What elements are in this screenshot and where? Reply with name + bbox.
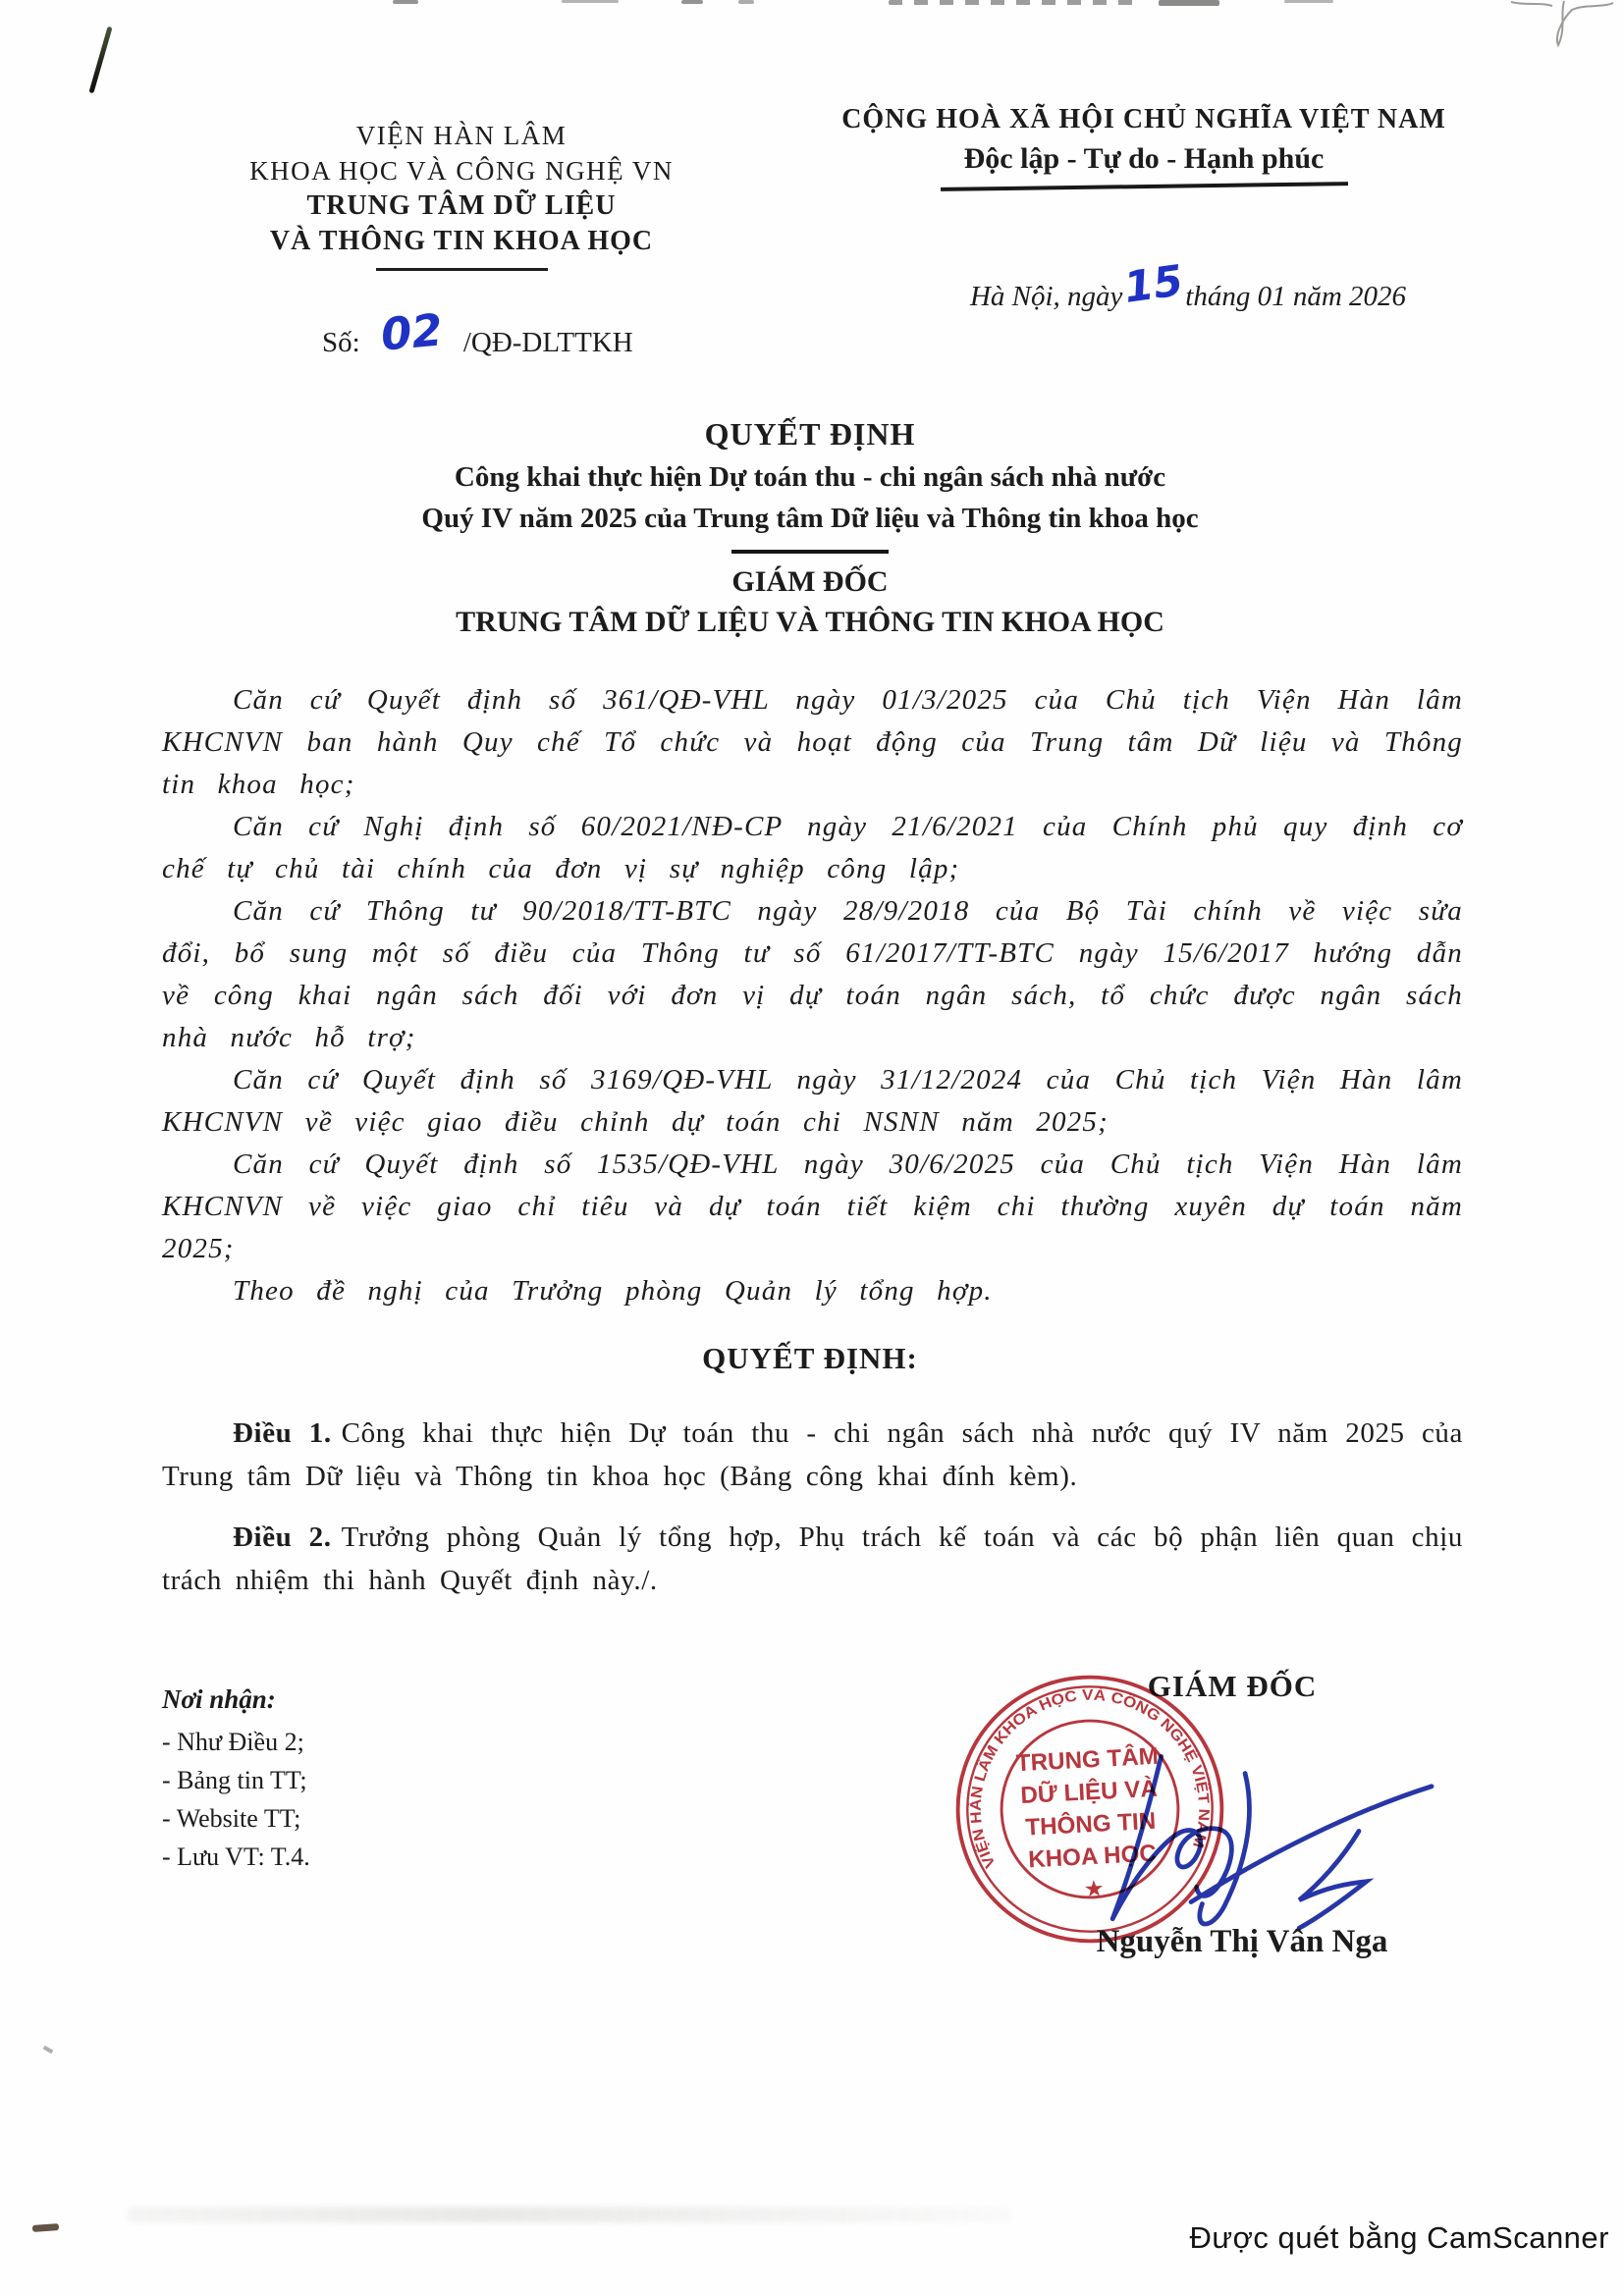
preamble-paragraph: Căn cứ Thông tư 90/2018/TT-BTC ngày 28/9/2018 của Bộ Tài chính về việc sửa đổi, bổ sung một số điều của Thông tư số 61/2017/TT-BTC ngày 15/6/2017 hướng dẫn về công khai ngân sách đối với đơn vị dự toán ngân sách, tổ chức được ngân sách nhà nước hỗ trợ; bbox=[162, 895, 1463, 1053]
stamp-ring-text: VIỆN HÀN LÂM KHOA HỌC VÀ CÔNG NGHỆ VIỆT NAM bbox=[967, 1686, 1213, 1871]
pen-mark-slash bbox=[88, 27, 112, 94]
recipient-item: - Lưu VT: T.4. bbox=[162, 1842, 310, 1871]
stamp-center-line: KHOA HỌC bbox=[1027, 1840, 1158, 1874]
scan-edge-artifact bbox=[738, 0, 754, 4]
preamble-paragraph: Căn cứ Quyết định số 3169/QĐ-VHL ngày 31/12/2024 của Chủ tịch Viện Hàn lâm KHCNVN về việc giao điều chỉnh dự toán chi NSNN năm 2025; bbox=[162, 1064, 1463, 1138]
document-title: QUYẾT ĐỊNH bbox=[704, 416, 916, 452]
national-line: CỘNG HOÀ XÃ HỘI CHỦ NGHĨA VIỆT NAM bbox=[841, 104, 1446, 134]
signature-stroke bbox=[1191, 1787, 1432, 1902]
signature-stroke bbox=[1112, 1756, 1161, 1918]
national-motto: Độc lập - Tự do - Hạnh phúc bbox=[963, 142, 1325, 175]
scan-corner-squiggle bbox=[1507, 0, 1615, 49]
scan-tick bbox=[43, 2046, 54, 2054]
scan-smudge bbox=[32, 2223, 59, 2232]
national-underline bbox=[940, 182, 1347, 190]
document-subtitle: Quý IV năm 2025 của Trung tâm Dữ liệu và Thông tin khoa học bbox=[421, 503, 1199, 534]
issuer-line: VIỆN HÀN LÂM bbox=[355, 121, 568, 150]
scan-edge-artifact bbox=[562, 0, 619, 3]
preamble-paragraph: Căn cứ Quyết định số 1535/QĐ-VHL ngày 30/6/2025 của Chủ tịch Viện Hàn lâm KHCNVN về việc giao chỉ tiêu và dự toán tiết kiệm chi thường xuyên dự toán năm 2025; bbox=[162, 1148, 1463, 1264]
dateline-suffix: tháng 01 năm 2026 bbox=[1185, 281, 1407, 312]
stamp-star-icon: ★ bbox=[1083, 1875, 1106, 1902]
authority-name: TRUNG TÂM DỮ LIỆU VÀ THÔNG TIN KHOA HỌC bbox=[456, 605, 1164, 638]
article-2 bbox=[162, 1516, 1463, 1602]
article-1-label: Điều 1. bbox=[233, 1417, 332, 1449]
recipients-block bbox=[162, 1681, 310, 1876]
article-2-label: Điều 2. bbox=[233, 1522, 332, 1553]
issuer-line: TRUNG TÂM DỮ LIỆU bbox=[306, 190, 617, 221]
articles bbox=[162, 1412, 1463, 1620]
recipient-item: - Website TT; bbox=[162, 1804, 301, 1833]
preamble-paragraph: Căn cứ Nghị định số 60/2021/NĐ-CP ngày 21/6/2021 của Chính phủ quy định cơ chế tự chủ tài chính của đơn vị sự nghiệp công lập; bbox=[162, 811, 1463, 884]
preamble-paragraph: Căn cứ Quyết định số 361/QĐ-VHL ngày 01/3/2025 của Chủ tịch Viện Hàn lâm KHCNVN ban hành Quy chế Tổ chức và hoạt động của Trung tâm Dữ liệu và Thông tin khoa học; bbox=[162, 684, 1463, 800]
decision-heading: QUYẾT ĐỊNH: bbox=[702, 1341, 918, 1375]
stamp-center-line: THÔNG TIN bbox=[1024, 1807, 1157, 1842]
signature-stroke bbox=[1299, 1831, 1366, 1928]
title-divider bbox=[731, 550, 889, 554]
signature-stroke bbox=[1200, 1774, 1250, 1925]
stamp-center-line: TRUNG TÂM bbox=[1015, 1742, 1160, 1778]
dateline-prefix: Hà Nội, ngày bbox=[969, 281, 1123, 312]
preamble-paragraph: Theo đề nghị của Trưởng phòng Quản lý tổng hợp. bbox=[233, 1275, 993, 1307]
national-header bbox=[800, 104, 1488, 188]
document-number-label: Số: bbox=[322, 327, 360, 358]
article-1 bbox=[162, 1412, 1463, 1498]
scan-edge-artifact bbox=[889, 0, 1134, 5]
scan-edge-artifact bbox=[393, 0, 418, 4]
issuer-block bbox=[201, 118, 722, 271]
article-1-text: Công khai thực hiện Dự toán thu - chi ngân sách nhà nước quý IV năm 2025 của Trung tâm Dữ liệu và Thông tin khoa học (Bảng công khai đính kèm). bbox=[162, 1417, 1463, 1492]
document-number bbox=[322, 303, 633, 362]
signer-title: GIÁM ĐỐC bbox=[1147, 1669, 1318, 1703]
issuer-line: VÀ THÔNG TIN KHOA HỌC bbox=[269, 226, 654, 256]
signature-ink bbox=[1051, 1745, 1443, 1932]
recipients-label: Nơi nhận: bbox=[162, 1684, 276, 1714]
camscanner-watermark: Được quét bằng CamScanner bbox=[1189, 2220, 1609, 2255]
stamp-center-line: DỮ LIỆU VÀ bbox=[1019, 1775, 1159, 1809]
signer-name: Nguyễn Thị Vân Nga bbox=[1096, 1924, 1388, 1959]
preamble bbox=[162, 679, 1463, 1312]
document-subtitle: Công khai thực hiện Dự toán thu - chi ngân sách nhà nước bbox=[454, 461, 1166, 493]
scan-shadow-band bbox=[128, 2207, 1011, 2222]
scan-edge-artifact bbox=[1284, 0, 1333, 3]
article-2-text: Trưởng phòng Quản lý tổng hợp, Phụ trách kế toán và các bộ phận liên quan chịu trách nhiệm thi hành Quyết định này./. bbox=[162, 1522, 1464, 1596]
authority-title: GIÁM ĐỐC bbox=[731, 564, 889, 598]
title-block bbox=[157, 416, 1463, 639]
handwritten-day: 15 bbox=[1121, 256, 1187, 313]
document-number-suffix: /QĐ-DLTTKH bbox=[462, 327, 633, 358]
issuer-underline bbox=[376, 268, 548, 271]
recipient-item: - Bảng tin TT; bbox=[162, 1766, 307, 1794]
dateline bbox=[903, 256, 1473, 316]
issuer-line: KHOA HỌC VÀ CÔNG NGHỆ VN bbox=[249, 156, 674, 186]
scan-edge-artifact bbox=[1159, 0, 1219, 6]
scan-edge-artifact bbox=[681, 0, 703, 4]
recipient-item: - Như Điều 2; bbox=[162, 1728, 304, 1756]
handwritten-number: 02 bbox=[378, 303, 445, 361]
